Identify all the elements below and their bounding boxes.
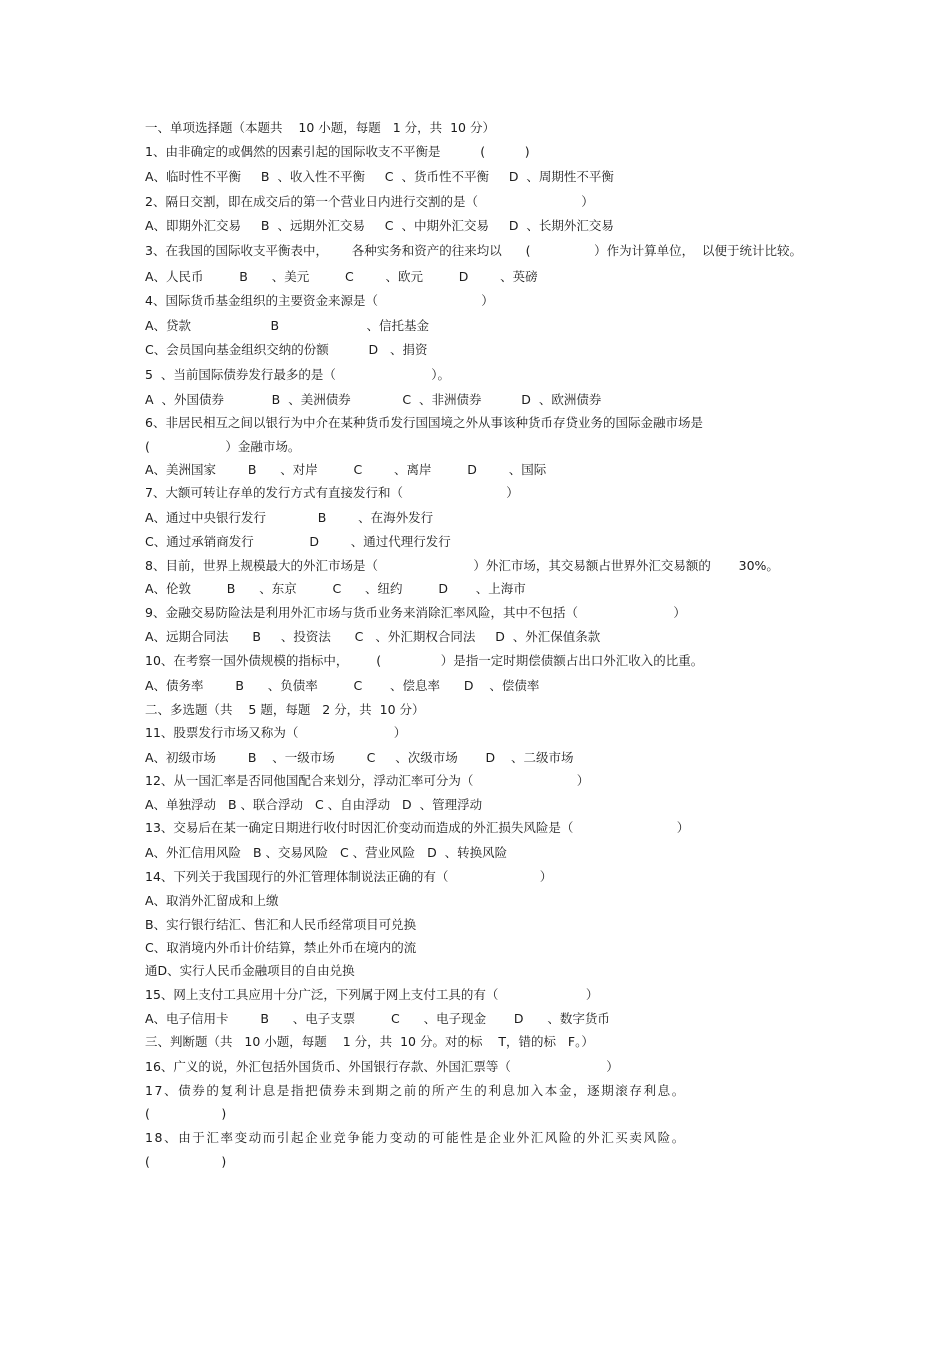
question-13: 13、交易后在某一确定日期进行收付时因汇价变动而造成的外汇损失风险是（ ） [145, 820, 690, 835]
question-17: 17、债券的复利计息是指把债券未到期之前的所产生的利息加入本金，逐期滚存利息。 [145, 1083, 686, 1098]
question-5-options: A 、外国债券 B 、美洲债券 C 、非洲债券 D 、欧洲债券 [145, 392, 602, 407]
question-16: 16、广义的说，外汇包括外国货币、外国银行存款、外国汇票等（ ） [145, 1059, 619, 1074]
question-3: 3、在我国的国际收支平衡表中， 各种实务和资产的往来均以 ( ）作为计算单位， 以便于统计比较。 [145, 243, 803, 258]
question-18-answer: ( ) [145, 1154, 227, 1169]
question-14-option-b: B、实行银行结汇、售汇和人民币经常项目可兑换 [145, 917, 417, 932]
question-5: 5 、当前国际债券发行最多的是（ ）。 [145, 367, 451, 382]
question-15: 15、网上支付工具应用十分广泛，下列属于网上支付工具的有（ ） [145, 987, 599, 1002]
question-7-options-cd: C、通过承销商发行 D 、通过代理行发行 [145, 534, 451, 549]
section-title-single-choice: 一、单项选择题（本题共 10 小题，每题 1 分，共 10 分） [145, 120, 495, 135]
question-14-option-d: 通D、实行人民币金融项目的自由兑换 [145, 963, 355, 978]
question-17-answer: ( ) [145, 1106, 227, 1121]
question-10-options: A、债务率 B 、负债率 C 、偿息率 D 、偿债率 [145, 678, 540, 693]
question-7-options-ab: A、通过中央银行发行 B 、在海外发行 [145, 510, 434, 525]
question-1: 1、由非确定的或偶然的因素引起的国际收支不平衡是 ( ) [145, 144, 530, 159]
question-6-options: A、美洲国家 B 、对岸 C 、离岸 D 、国际 [145, 462, 547, 477]
question-7: 7、大额可转让存单的发行方式有直接发行和（ ） [145, 485, 519, 500]
question-12-options: A、单独浮动 B 、联合浮动 C 、自由浮动 D 、管理浮动 [145, 797, 483, 812]
section-title-multiple-choice: 二、多选题（共 5 题，每题 2 分，共 10 分） [145, 702, 425, 717]
question-9: 9、金融交易防险法是利用外汇市场与货币业务来消除汇率风险，其中不包括（ ） [145, 605, 686, 620]
question-1-options: A、临时性不平衡 B 、收入性不平衡 C 、货币性不平衡 D 、周期性不平衡 [145, 169, 614, 184]
question-11: 11、股票发行市场又称为（ ） [145, 725, 407, 740]
question-10: 10、在考察一国外债规模的指标中， ( ）是指一定时期偿债额占出口外汇收入的比重。 [145, 653, 704, 668]
section-title-true-false: 三、判断题（共 10 小题，每题 1 分，共 10 分。对的标 T，错的标 F。） [145, 1034, 594, 1049]
question-4: 4、国际货币基金组织的主要资金来源是（ ） [145, 293, 494, 308]
question-12: 12、从一国汇率是否同他国配合来划分，浮动汇率可分为（ ） [145, 773, 590, 788]
question-14-option-c: C、取消境内外币计价结算，禁止外币在境内的流 [145, 940, 417, 955]
question-2-options: A、即期外汇交易 B 、远期外汇交易 C 、中期外汇交易 D 、长期外汇交易 [145, 218, 614, 233]
question-3-options: A、人民币 B 、美元 C 、欧元 D 、英磅 [145, 269, 538, 284]
question-4-options-ab: A、贷款 B 、信托基金 [145, 318, 430, 333]
question-2: 2、隔日交割，即在成交后的第一个营业日内进行交割的是（ ） [145, 194, 594, 209]
question-6: 6、非居民相互之间以银行为中介在某种货币发行国国境之外从事该种货币存贷业务的国际金融市场是 [145, 415, 703, 430]
question-13-options: A、外汇信用风险 B 、交易风险 C 、营业风险 D 、转换风险 [145, 845, 508, 860]
question-14: 14、下列关于我国现行的外汇管理体制说法正确的有（ ） [145, 869, 553, 884]
question-9-options: A、远期合同法 B 、投资法 C 、外汇期权合同法 D 、外汇保值条款 [145, 629, 601, 644]
question-11-options: A、初级市场 B 、一级市场 C 、次级市场 D 、二级市场 [145, 750, 574, 765]
question-6-continued: ( ）金融市场。 [145, 439, 301, 454]
question-15-options: A、电子信用卡 B 、电子支票 C 、电子现金 D 、数字货币 [145, 1011, 610, 1026]
question-8: 8、目前，世界上规模最大的外汇市场是（ ）外汇市场，其交易额占世界外汇交易额的 30%。 [145, 558, 779, 573]
question-14-option-a: A、取消外汇留成和上缴 [145, 893, 279, 908]
question-4-options-cd: C、会员国向基金组织交纳的份额 D 、捐资 [145, 342, 428, 357]
question-8-options: A、伦敦 B 、东京 C 、纽约 D 、上海市 [145, 581, 526, 596]
question-18: 18、由于汇率变动而引起企业竞争能力变动的可能性是企业外汇风险的外汇买卖风险。 [145, 1130, 686, 1145]
